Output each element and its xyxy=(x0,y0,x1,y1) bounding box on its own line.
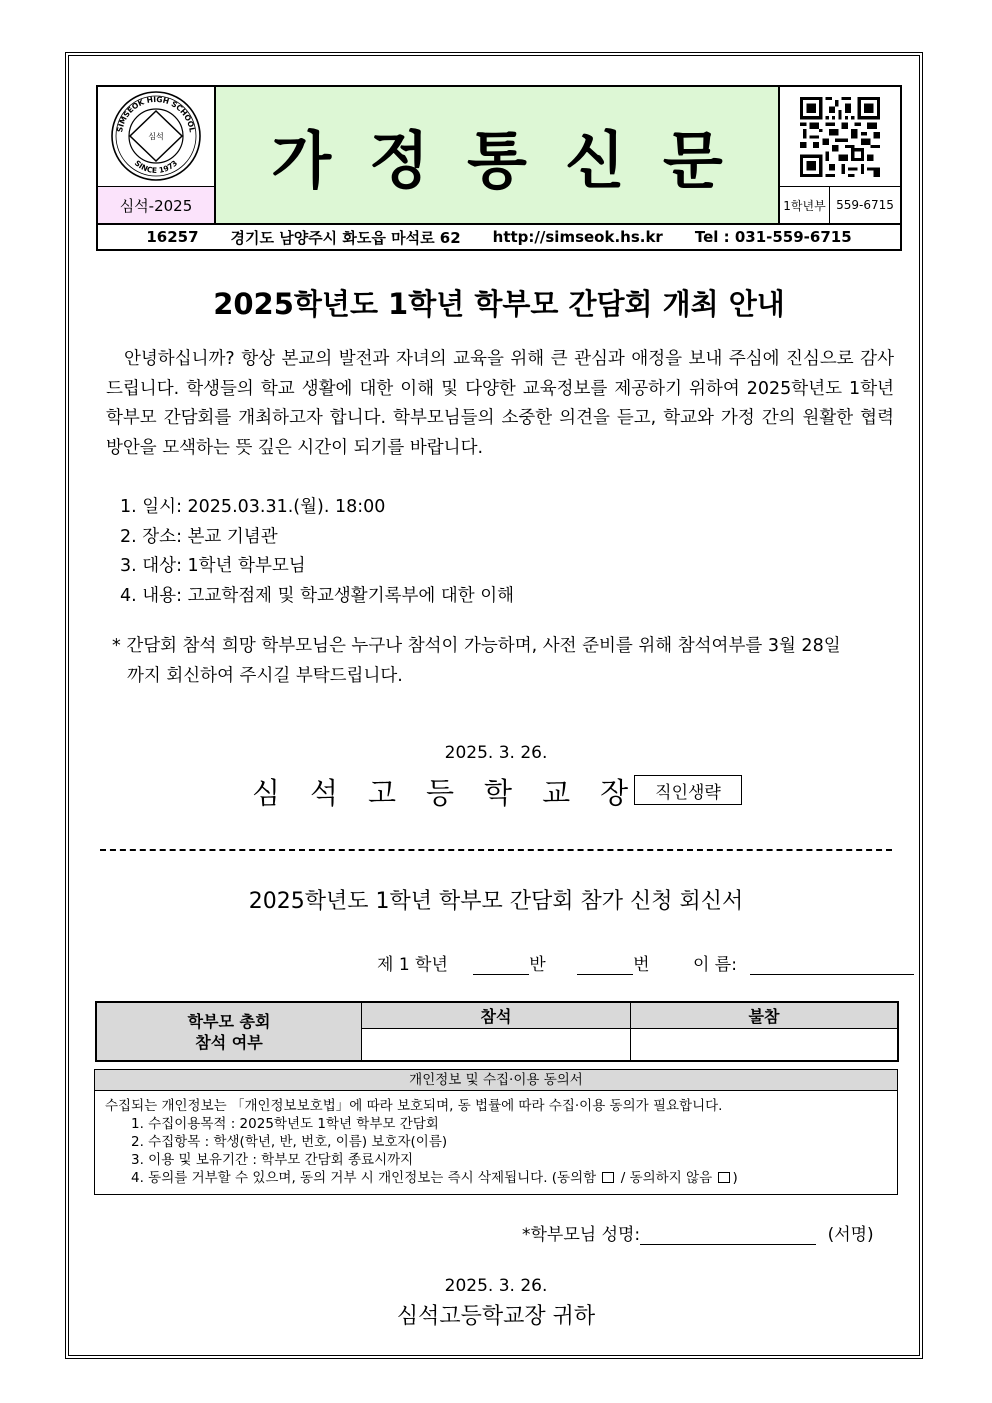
name-label: 이 름: xyxy=(692,955,737,975)
school-emblem-icon xyxy=(98,87,214,185)
absent-cell[interactable] xyxy=(631,1029,897,1060)
school-url[interactable]: http://simseok.hs.kr xyxy=(492,228,663,246)
school-logo-cell xyxy=(98,87,216,187)
grade-label: 제 1 학년 xyxy=(377,955,448,975)
attendance-table xyxy=(95,1001,899,1062)
notice-item-target: 3. 대상: 1학년 학부모님 xyxy=(120,556,306,576)
student-info-line xyxy=(377,950,914,975)
privacy-item-fields: 2. 수집항목 : 학생(학년, 반, 번호, 이름) 보호자(이름) xyxy=(131,1134,448,1150)
privacy-consent-box xyxy=(94,1069,898,1195)
attend-header: 참석 xyxy=(362,1003,631,1029)
notice-intro: 안녕하십니까? 항상 본교의 발전과 자녀의 교육을 위해 큰 관심과 애정을 보내 주심에 진심으로 감사드립니다. 학생들의 학교 생활에 대한 이해 및 다양한 교육정보를 제공하기 위하여 2025학년도 1학년 학부모 간담회를 개최하고자 합니다. 학부모님들의 소중한 의견을 듣고, 학교와 가정 간의 원활한 협력 방안을 모색하는 뜻 깊은 시간이 되기를 바랍니다. xyxy=(106,349,894,458)
school-tel: Tel : 031-559-6715 xyxy=(694,228,852,246)
notice-signer: 심석고등학교장 xyxy=(252,776,659,810)
privacy-item-purpose: 1. 수집이용목적 : 2025학년도 1학년 학부모 간담회 xyxy=(131,1116,439,1132)
privacy-heading: 개인정보 및 수집·이용 동의서 xyxy=(95,1070,897,1091)
disagree-checkbox[interactable] xyxy=(718,1172,730,1183)
svg-text:SINCE 1973: SINCE 1973 xyxy=(132,158,180,176)
cut-line-divider xyxy=(100,849,892,851)
newsletter-header xyxy=(96,85,902,225)
reply-recipient: 심석고등학교장 귀하 xyxy=(396,1304,596,1329)
privacy-item-refusal: 4. 동의를 거부할 수 있으며, 동의 거부 시 개인정보는 즉시 삭제됩니다. (동의함 / 동의하지 않음 ) xyxy=(131,1170,738,1186)
svg-text:SIMSEOK HIGH SCHOOL: SIMSEOK HIGH SCHOOL xyxy=(115,94,197,133)
department-label: 1학년부 xyxy=(780,187,830,223)
department-phone: 559-6715 xyxy=(836,198,894,212)
notice-items xyxy=(120,493,514,611)
signature-label: *학부모님 성명: xyxy=(522,1225,641,1245)
signature-field[interactable] xyxy=(640,1226,816,1245)
postal-code: 16257 xyxy=(146,228,199,246)
class-field[interactable] xyxy=(473,956,529,975)
notice-item-content: 4. 내용: 고교학점제 및 학교생활기록부에 대한 이해 xyxy=(120,585,515,606)
signature-suffix: (서명) xyxy=(827,1225,874,1245)
document-code: 심석-2025 xyxy=(98,187,216,223)
number-field[interactable] xyxy=(577,956,633,975)
notice-note-line2: 까지 회신하여 주시길 부탁드립니다. xyxy=(127,665,403,686)
notice-title: 2025학년도 1학년 학부모 간담회 개최 안내 xyxy=(213,287,785,321)
privacy-item-period: 3. 이용 및 보유기간 : 학부모 간담회 종료시까지 xyxy=(131,1152,414,1168)
absent-header: 불참 xyxy=(631,1003,897,1029)
attend-cell[interactable] xyxy=(362,1029,631,1060)
notice-item-place: 2. 장소: 본교 기념관 xyxy=(120,526,278,547)
reply-form-title: 2025학년도 1학년 학부모 간담회 참가 신청 회신서 xyxy=(248,889,744,914)
seal-omitted-stamp: 직인생략 xyxy=(634,775,742,805)
qr-code-icon[interactable] xyxy=(800,97,880,177)
class-label: 반 xyxy=(529,955,546,975)
newsletter-title-cell xyxy=(216,87,780,223)
parent-signature-line xyxy=(522,1220,874,1245)
notice-date: 2025. 3. 26. xyxy=(444,743,548,763)
privacy-body xyxy=(95,1091,897,1187)
notice-item-date: 1. 일시: 2025.03.31.(월). 18:00 xyxy=(120,497,386,517)
agree-checkbox[interactable] xyxy=(602,1172,614,1183)
street-address: 경기도 남양주시 화도읍 마석로 62 xyxy=(230,228,461,247)
notice-note-line1: * 간담회 참석 희망 학부모님은 누구나 참석이 가능하며, 사전 준비를 위해 참석여부를 3월 28일 xyxy=(112,636,841,656)
name-field[interactable] xyxy=(750,956,914,975)
notice-note xyxy=(112,632,896,691)
number-label: 번 xyxy=(633,955,650,975)
newsletter-title: 가정통신문 xyxy=(271,123,761,197)
svg-text:심석: 심석 xyxy=(148,132,164,141)
reply-date: 2025. 3. 26. xyxy=(444,1276,548,1296)
qr-code-cell xyxy=(780,87,900,187)
address-bar xyxy=(96,225,902,251)
privacy-intro: 수집되는 개인정보는 「개인정보보호법」에 따라 보호되며, 동 법률에 따라 수집·이용 동의가 필요합니다. xyxy=(105,1098,723,1114)
attendance-row-label: 학부모 총회 참석 여부 xyxy=(97,1003,362,1060)
